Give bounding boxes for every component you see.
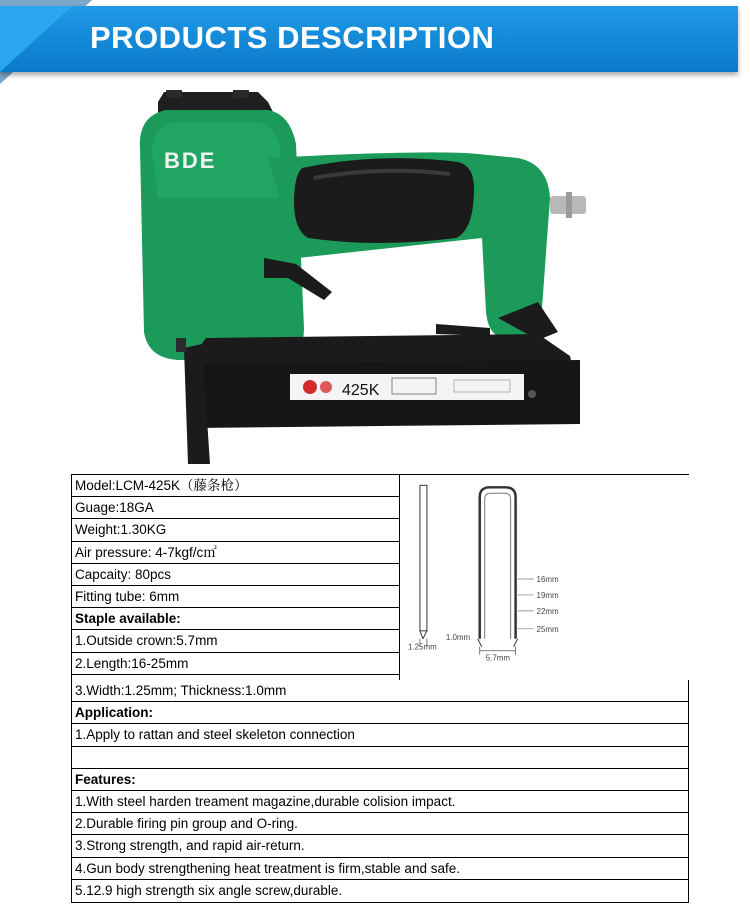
feature-item: 5.12.9 high strength six angle screw,durable.	[75, 882, 343, 898]
spec-capacity: Capcaity: 80pcs	[72, 564, 399, 586]
feature-item: 1.With steel harden treament magazine,durable colision impact.	[72, 791, 688, 813]
crown-label: 5.7mm	[485, 653, 511, 663]
spec-gauge: Guage:18GA	[72, 497, 399, 519]
empty-row	[72, 747, 688, 769]
spec-model: Model:LCM-425K（藤条枪）	[72, 475, 399, 497]
feature-item: 4.Gun body strengthening heat treatment is firm,stable and safe.	[72, 858, 688, 880]
staple-heading: Staple available:	[72, 608, 399, 630]
feature-item: 3.Strong strength, and rapid air-return.	[72, 835, 688, 857]
brand-logo: BDE	[164, 148, 217, 173]
banner-triangle	[0, 6, 72, 72]
spec-width: 3.Width:1.25mm; Thickness:1.0mm	[72, 680, 688, 702]
spec-air-pressure: Air pressure: 4-7kgf/c㎡	[72, 542, 399, 564]
length-label-16: 16mm	[536, 574, 559, 584]
spec-weight: Weight:1.30KG	[72, 519, 399, 541]
nail-gun-image	[118, 88, 618, 468]
features-heading: Features:	[72, 769, 688, 791]
spec-crown: 1.Outside crown:5.7mm	[72, 630, 399, 652]
application-heading: Application:	[72, 702, 688, 724]
spec-length: 2.Length:16-25mm	[72, 653, 399, 675]
width-label: 1.25mm	[407, 642, 437, 652]
spec-table	[71, 474, 689, 903]
model-label: 425K	[342, 382, 380, 399]
length-label-25: 25mm	[536, 624, 559, 634]
feature-item: 2.Durable firing pin group and O-ring.	[72, 813, 688, 835]
thickness-label: 1.0mm	[445, 632, 471, 642]
length-label-22: 22mm	[536, 606, 559, 616]
spec-top-block	[72, 475, 688, 680]
staple-diagram	[399, 475, 690, 680]
application-item: 1.Apply to rattan and steel skeleton connection	[72, 724, 688, 746]
page-title: PRODUCTS DESCRIPTION	[90, 20, 495, 55]
spec-fitting: Fitting tube: 6mm	[72, 586, 399, 608]
header-banner	[0, 0, 750, 84]
length-label-19: 19mm	[536, 590, 559, 600]
